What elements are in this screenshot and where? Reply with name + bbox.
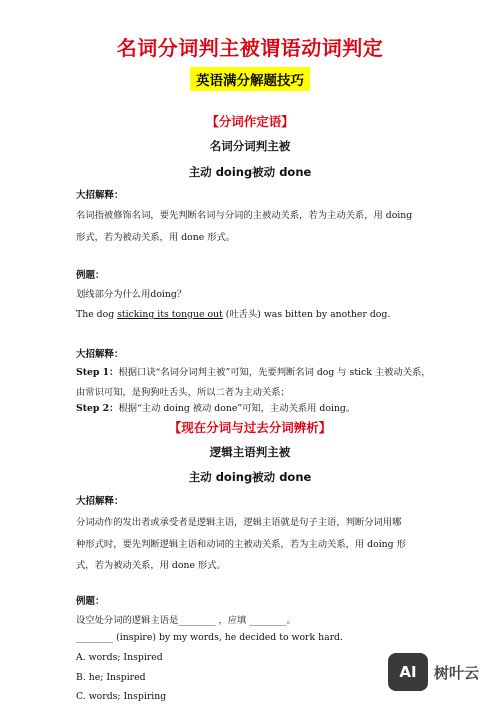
step-1-label: Step 1： bbox=[76, 367, 119, 378]
section-heading-participle-attribute: 【分词作定语】 bbox=[206, 114, 294, 129]
example-sentence bbox=[76, 306, 390, 320]
rule-phrase: 逻辑主语判主被 bbox=[209, 445, 291, 459]
step-2 bbox=[76, 400, 355, 414]
tip-label: 大招解释： bbox=[76, 190, 124, 201]
example-question: 划线部分为什么用doing？ bbox=[76, 289, 187, 300]
tip-line: 形式，若为被动关系，用 done 形式。 bbox=[76, 232, 236, 243]
example-sentence-post: (吐舌头) was bitten by another dog. bbox=[222, 309, 391, 320]
step-1-text: 根据口诀“名词分词判主被”可知，先要判断名词 dog 与 stick 主被动关系， bbox=[118, 367, 431, 378]
tip-line: 分词动作的发出者或承受者是逻辑主语，逻辑主语就是句子主语，判断分词用哪 bbox=[76, 517, 402, 528]
section-heading-participle-comparison: 【现在分词与过去分词辨析】 bbox=[168, 420, 332, 435]
tip-line: 式，若为被动关系，用 done 形式。 bbox=[76, 560, 226, 571]
rule-phrase: 名词分词判主被 bbox=[209, 139, 291, 153]
solve-label: 大招解释： bbox=[76, 349, 124, 360]
tip-label: 大招解释： bbox=[76, 496, 124, 507]
example-label: 例题： bbox=[76, 596, 105, 607]
example-label: 例题： bbox=[76, 270, 105, 281]
active-passive-pair: 主动 doing被动 done bbox=[188, 470, 312, 484]
example-sentence-underlined: sticking its tongue out bbox=[117, 309, 223, 320]
active-passive-pair: 主动 doing被动 done bbox=[188, 165, 312, 179]
page-title: 名词分词判主被谓语动词判定 bbox=[116, 36, 384, 60]
page-subtitle: 英语满分解题技巧 bbox=[190, 67, 310, 91]
option-a: A. words; Inspired bbox=[76, 652, 163, 663]
step-1-continued: 由常识可知，是狗狗吐舌头，所以二者为主动关系； bbox=[76, 387, 290, 398]
option-c: C. words; Inspiring bbox=[76, 691, 167, 702]
subtitle-wrap bbox=[0, 67, 500, 91]
watermark-logo: AI bbox=[388, 653, 428, 691]
question-2: ________ (inspire) by my words, he decided to work hard. bbox=[76, 632, 343, 643]
step-1 bbox=[76, 364, 431, 378]
watermark bbox=[388, 650, 490, 694]
question-1: 设空处分词的逻辑主语是________ ，应填 ________。 bbox=[76, 615, 296, 626]
step-2-text: 根据“主动 doing 被动 done”可知，主动关系用 doing。 bbox=[118, 403, 356, 414]
tip-line: 名词指被修饰名词，要先判断名词与分词的主被动关系，若为主动关系，用 doing bbox=[76, 210, 413, 221]
tip-line: 种形式时，要先判断逻辑主语和动词的主被动关系，若为主动关系，用 doing 形 bbox=[76, 539, 406, 550]
option-b: B. he; Inspired bbox=[76, 672, 146, 683]
watermark-text: 树叶云 bbox=[434, 663, 480, 682]
step-2-label: Step 2： bbox=[76, 403, 119, 414]
example-sentence-pre: The dog bbox=[76, 309, 118, 320]
